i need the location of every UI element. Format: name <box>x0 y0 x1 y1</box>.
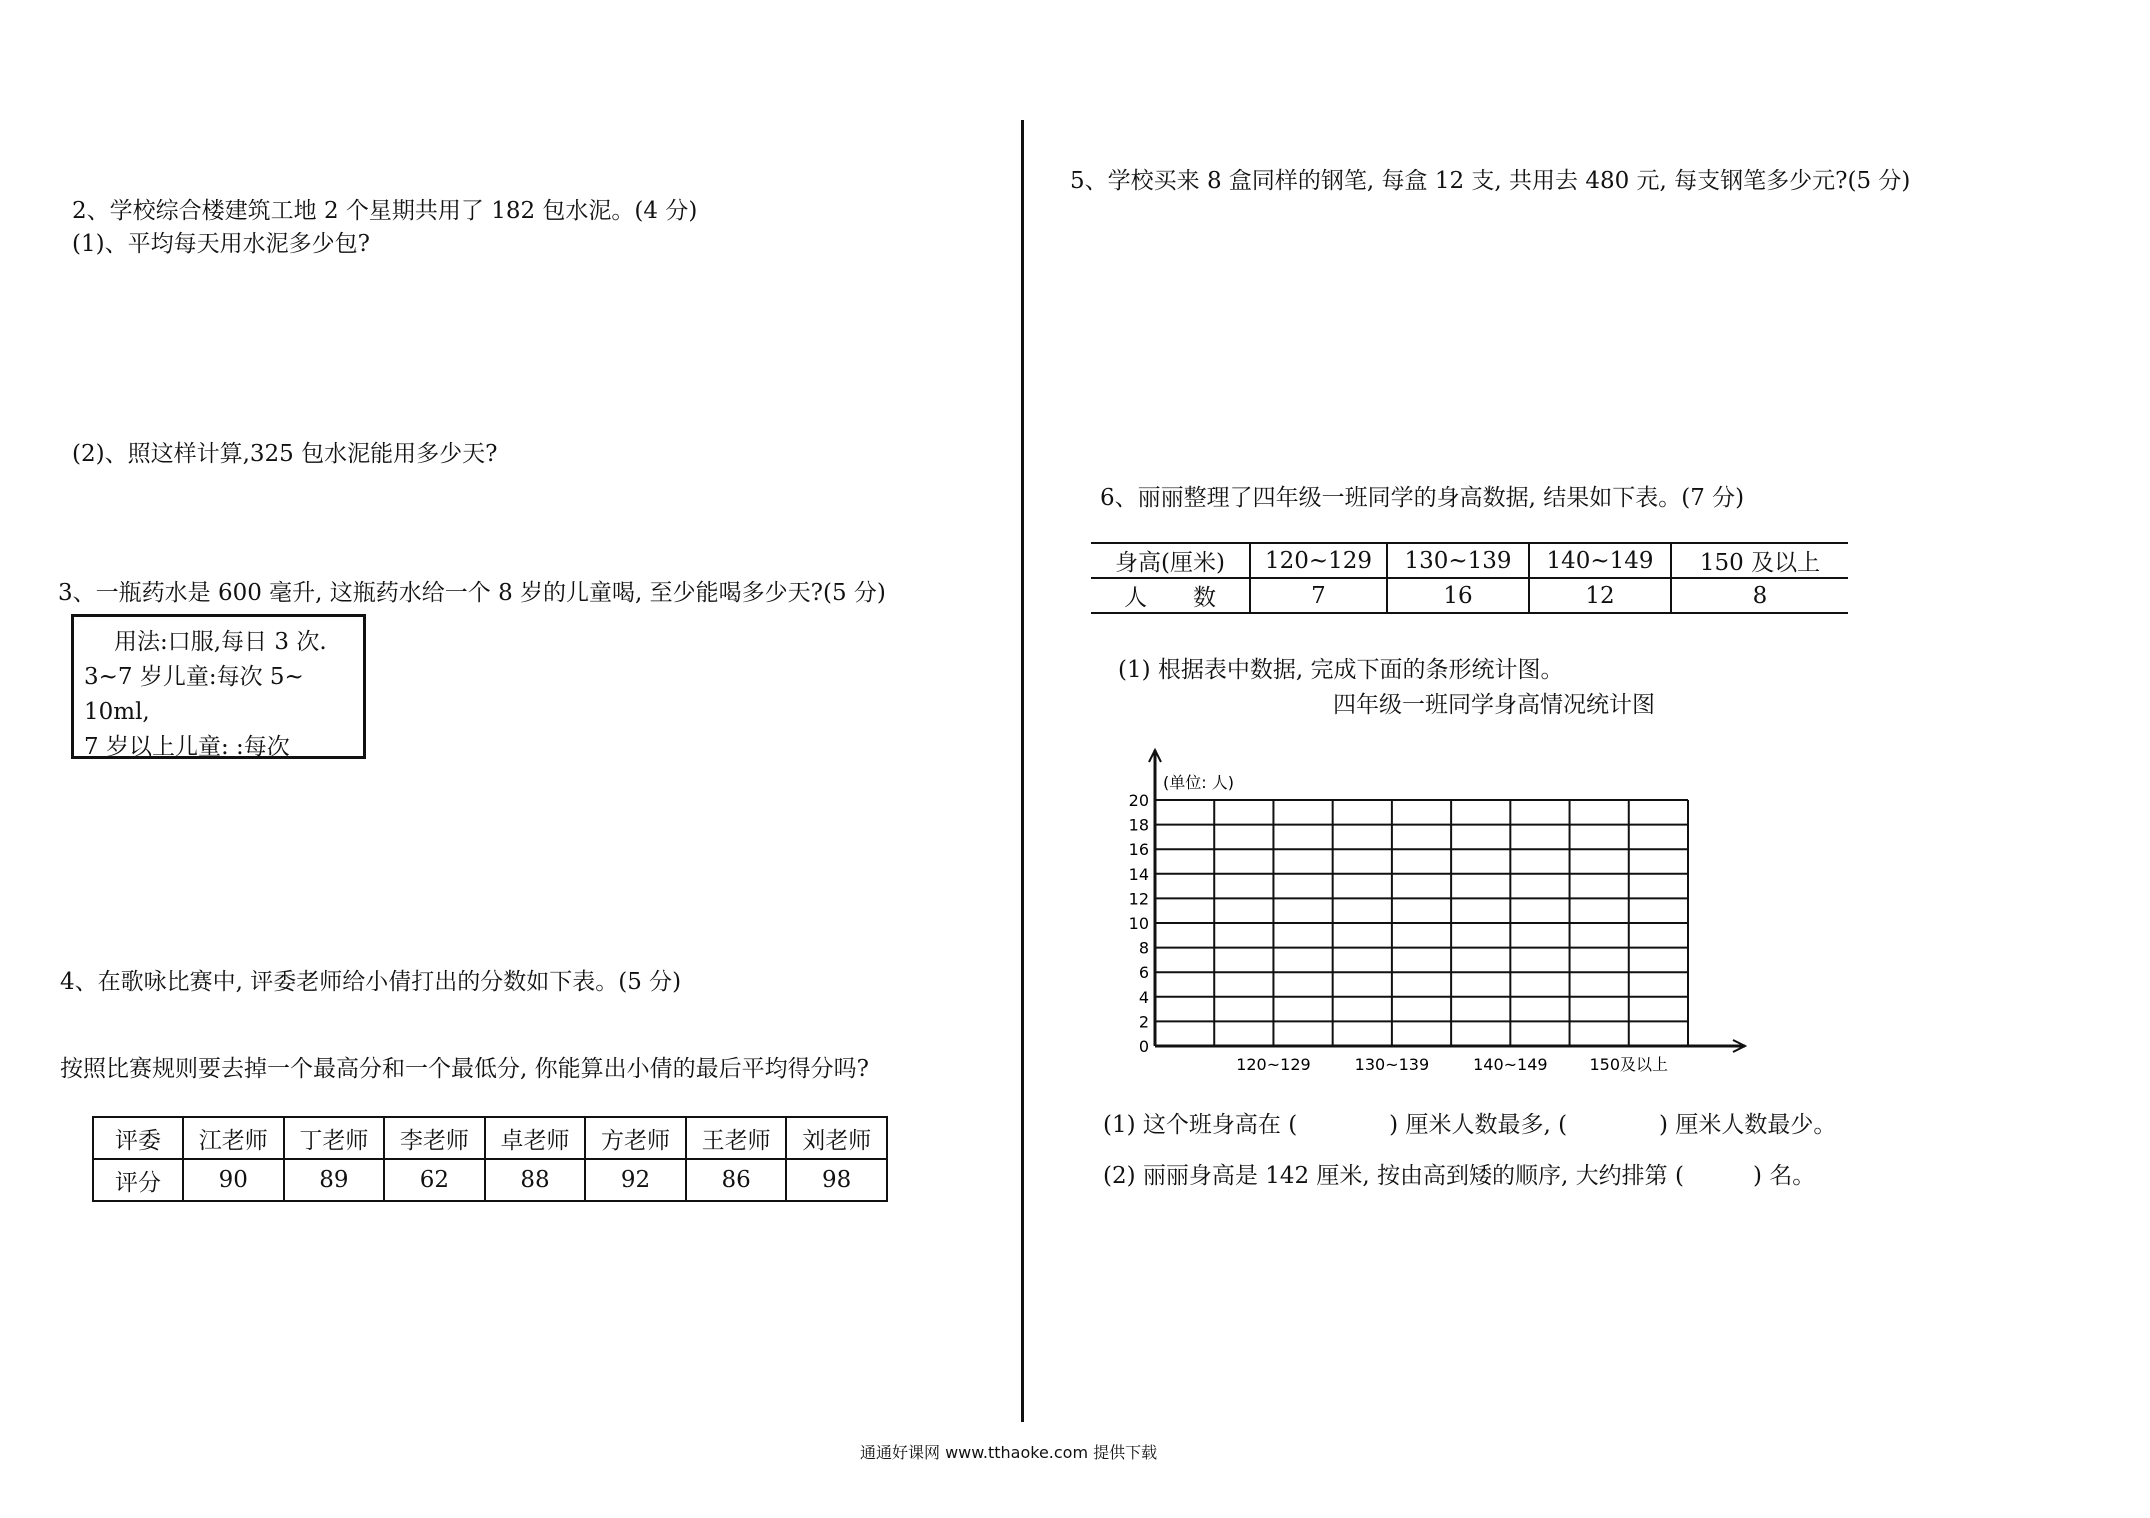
y-tick-label: 0 <box>1138 1037 1149 1056</box>
judge-cell: 卓老师 <box>485 1117 586 1159</box>
y-axis-arrow-icon <box>1149 750 1161 762</box>
q5-title: 5、学校买来 8 盒同样的钢笔, 每盒 12 支, 共用去 480 元, 每支钢笔多少元?(5 分) <box>1070 168 1911 194</box>
footer-text: 通通好课网 www.tthaoke.com 提供下载 <box>860 1443 1158 1462</box>
q6-question-a: (1) 这个班身高在 ( ) 厘米人数最多, ( ) 厘米人数最少。 <box>1103 1112 1837 1138</box>
judge-cell: 丁老师 <box>284 1117 385 1159</box>
dosage-line: 用法:口服,每日 3 次. <box>114 629 327 655</box>
score-cell: 88 <box>485 1159 586 1201</box>
y-tick-label: 16 <box>1128 840 1149 860</box>
q2-sub1: (1)、平均每天用水泥多少包? <box>72 231 370 257</box>
dosage-line: 7 岁以上儿童: :每次 <box>84 734 290 760</box>
judge-cell: 江老师 <box>183 1117 284 1159</box>
judges-table <box>92 1116 888 1202</box>
y-tick-label: 2 <box>1138 1012 1149 1032</box>
y-tick-label: 18 <box>1128 815 1149 835</box>
y-tick-label: 12 <box>1128 889 1149 909</box>
dosage-line: 3~7 岁儿童:每次 5~ <box>84 664 304 690</box>
row-label: 评分 <box>93 1159 183 1201</box>
table-row <box>93 1159 887 1201</box>
score-cell: 62 <box>384 1159 485 1201</box>
x-axis-arrow-icon <box>1733 1040 1745 1052</box>
range-cell: 120~129 <box>1250 543 1387 578</box>
y-tick-label: 8 <box>1138 938 1149 958</box>
row-label: 人 数 <box>1091 578 1250 613</box>
dosage-line: 10ml, <box>84 699 150 725</box>
column-divider <box>1021 120 1024 1422</box>
judge-cell: 王老师 <box>686 1117 787 1159</box>
row-label: 评委 <box>93 1117 183 1159</box>
x-tick-label: 120~129 <box>1236 1055 1311 1074</box>
dosage-box <box>71 614 366 759</box>
x-tick-label: 150及以上 <box>1589 1055 1669 1074</box>
judge-cell: 李老师 <box>384 1117 485 1159</box>
judge-cell: 方老师 <box>585 1117 686 1159</box>
count-cell: 12 <box>1529 578 1671 613</box>
y-tick-label: 4 <box>1138 987 1149 1007</box>
range-cell: 130~139 <box>1387 543 1529 578</box>
q6-title: 6、丽丽整理了四年级一班同学的身高数据, 结果如下表。(7 分) <box>1100 485 1745 511</box>
score-cell: 86 <box>686 1159 787 1201</box>
score-cell: 92 <box>585 1159 686 1201</box>
q3-title: 3、一瓶药水是 600 毫升, 这瓶药水给一个 8 岁的儿童喝, 至少能喝多少天?(5 分) <box>58 580 886 606</box>
q4-title: 4、在歌咏比赛中, 评委老师给小倩打出的分数如下表。(5 分) <box>60 969 682 995</box>
height-table <box>1091 542 1848 614</box>
y-tick-label: 14 <box>1128 864 1149 884</box>
chart-title: 四年级一班同学身高情况统计图 <box>1333 692 1655 718</box>
q2-sub2: (2)、照这样计算,325 包水泥能用多少天? <box>72 441 498 467</box>
score-cell: 89 <box>284 1159 385 1201</box>
count-cell: 16 <box>1387 578 1529 613</box>
table-row <box>1091 543 1848 578</box>
q4-sub: 按照比赛规则要去掉一个最高分和一个最低分, 你能算出小倩的最后平均得分吗? <box>60 1056 869 1082</box>
y-tick-label: 20 <box>1128 791 1149 810</box>
table-row <box>93 1117 887 1159</box>
table-row <box>1091 578 1848 613</box>
range-cell: 140~149 <box>1529 543 1671 578</box>
q6-question-b: (2) 丽丽身高是 142 厘米, 按由高到矮的顺序, 大约排第 ( ) 名。 <box>1103 1163 1816 1189</box>
count-cell: 8 <box>1671 578 1848 613</box>
y-tick-label: 6 <box>1138 963 1149 983</box>
score-cell: 90 <box>183 1159 284 1201</box>
q6-sub1: (1) 根据表中数据, 完成下面的条形统计图。 <box>1118 657 1564 683</box>
y-tick-label: 10 <box>1128 914 1149 933</box>
q2-title: 2、学校综合楼建筑工地 2 个星期共用了 182 包水泥。(4 分) <box>72 198 698 224</box>
row-label: 身高(厘米) <box>1091 543 1250 578</box>
judge-cell: 刘老师 <box>786 1117 887 1159</box>
range-cell: 150 及以上 <box>1671 543 1848 578</box>
count-cell: 7 <box>1250 578 1387 613</box>
x-tick-label: 130~139 <box>1354 1055 1430 1074</box>
unit-label: (单位: 人) <box>1163 773 1234 792</box>
x-tick-label: 140~149 <box>1473 1055 1548 1074</box>
score-cell: 98 <box>786 1159 887 1201</box>
